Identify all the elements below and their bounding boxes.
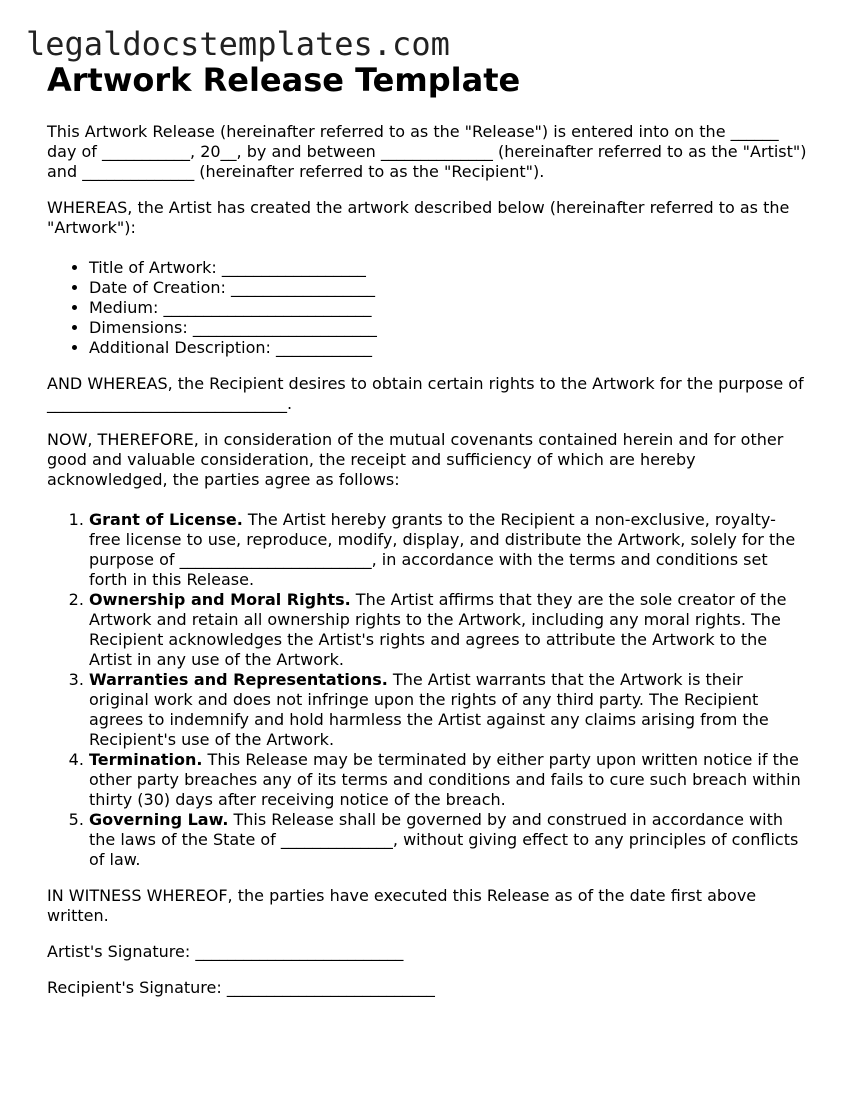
clauses-list <box>47 510 807 870</box>
whereas-artwork-paragraph: WHEREAS, the Artist has created the artwork described below (hereinafter referred to as the "Artwork"): <box>47 198 790 237</box>
clause-grant-of-license <box>89 510 807 590</box>
clause-ownership <box>89 590 807 670</box>
witness-paragraph: IN WITNESS WHEREOF, the parties have executed this Release as of the date first above written. <box>47 886 757 925</box>
artwork-field-item: • Dimensions: _______________________ <box>89 318 807 338</box>
clause-title: Termination. <box>89 750 203 769</box>
clause-title: Ownership and Moral Rights. <box>89 590 351 609</box>
artist-signature-line: Artist's Signature: __________________________ <box>47 942 404 961</box>
clause-termination <box>89 750 807 810</box>
artwork-fields-list <box>47 258 807 358</box>
artwork-field-item: • Date of Creation: __________________ <box>89 278 807 298</box>
artwork-field-item: • Additional Description: ____________ <box>89 338 807 358</box>
document-body <box>47 58 807 1014</box>
artwork-field-item: • Title of Artwork: __________________ <box>89 258 807 278</box>
now-therefore-paragraph: NOW, THEREFORE, in consideration of the mutual covenants contained herein and for other good and valuable consideration, the receipt and sufficiency of which are hereby acknowledged, the parties agree as follows: <box>47 430 784 489</box>
intro-paragraph: This Artwork Release (hereinafter referred to as the "Release") is entered into on the ______ day of ___________, 20__, by and between ______________ (hereinafter referred to as the "Artist") and ______________ (hereinafter referred to as the "Recipient"). <box>47 122 807 181</box>
document-title: Artwork Release Template <box>47 61 521 99</box>
clause-title: Governing Law. <box>89 810 229 829</box>
whereas-purpose-paragraph: AND WHEREAS, the Recipient desires to obtain certain rights to the Artwork for the purpose of ______________________________. <box>47 374 804 413</box>
clause-text: The Artist affirms that they are the sole creator of the Artwork and retain all ownership rights to the Artwork, including any moral rights. The Recipient acknowledges the Artist's rights and agrees to attribute the Artwork to the Artist in any use of the Artwork. <box>89 590 787 669</box>
clause-text: This Release may be terminated by either party upon written notice if the other party breaches any of its terms and conditions and fails to cure such breach within thirty (30) days after receiving notice of the breach. <box>89 750 801 809</box>
clause-text: The Artist hereby grants to the Recipient a non-exclusive, royalty-free license to use, reproduce, modify, display, and distribute the Artwork, solely for the purpose of ________________________, in accordance with the terms and conditions set forth in this Release. <box>89 510 796 589</box>
clause-text: The Artist warrants that the Artwork is their original work and does not infringe upon the rights of any third party. The Recipient agrees to indemnify and hold harmless the Artist against any claims arising from the Recipient's use of the Artwork. <box>89 670 769 749</box>
site-watermark: legaldocstemplates.com <box>26 25 450 63</box>
recipient-signature-line: Recipient's Signature: __________________________ <box>47 978 435 997</box>
artwork-field-item: • Medium: __________________________ <box>89 298 807 318</box>
clause-title: Warranties and Representations. <box>89 670 388 689</box>
clause-title: Grant of License. <box>89 510 243 529</box>
clause-warranties <box>89 670 807 750</box>
clause-text: This Release shall be governed by and construed in accordance with the laws of the State of ______________, without giving effect to any principles of conflicts of law. <box>89 810 799 869</box>
clause-governing-law <box>89 810 807 870</box>
